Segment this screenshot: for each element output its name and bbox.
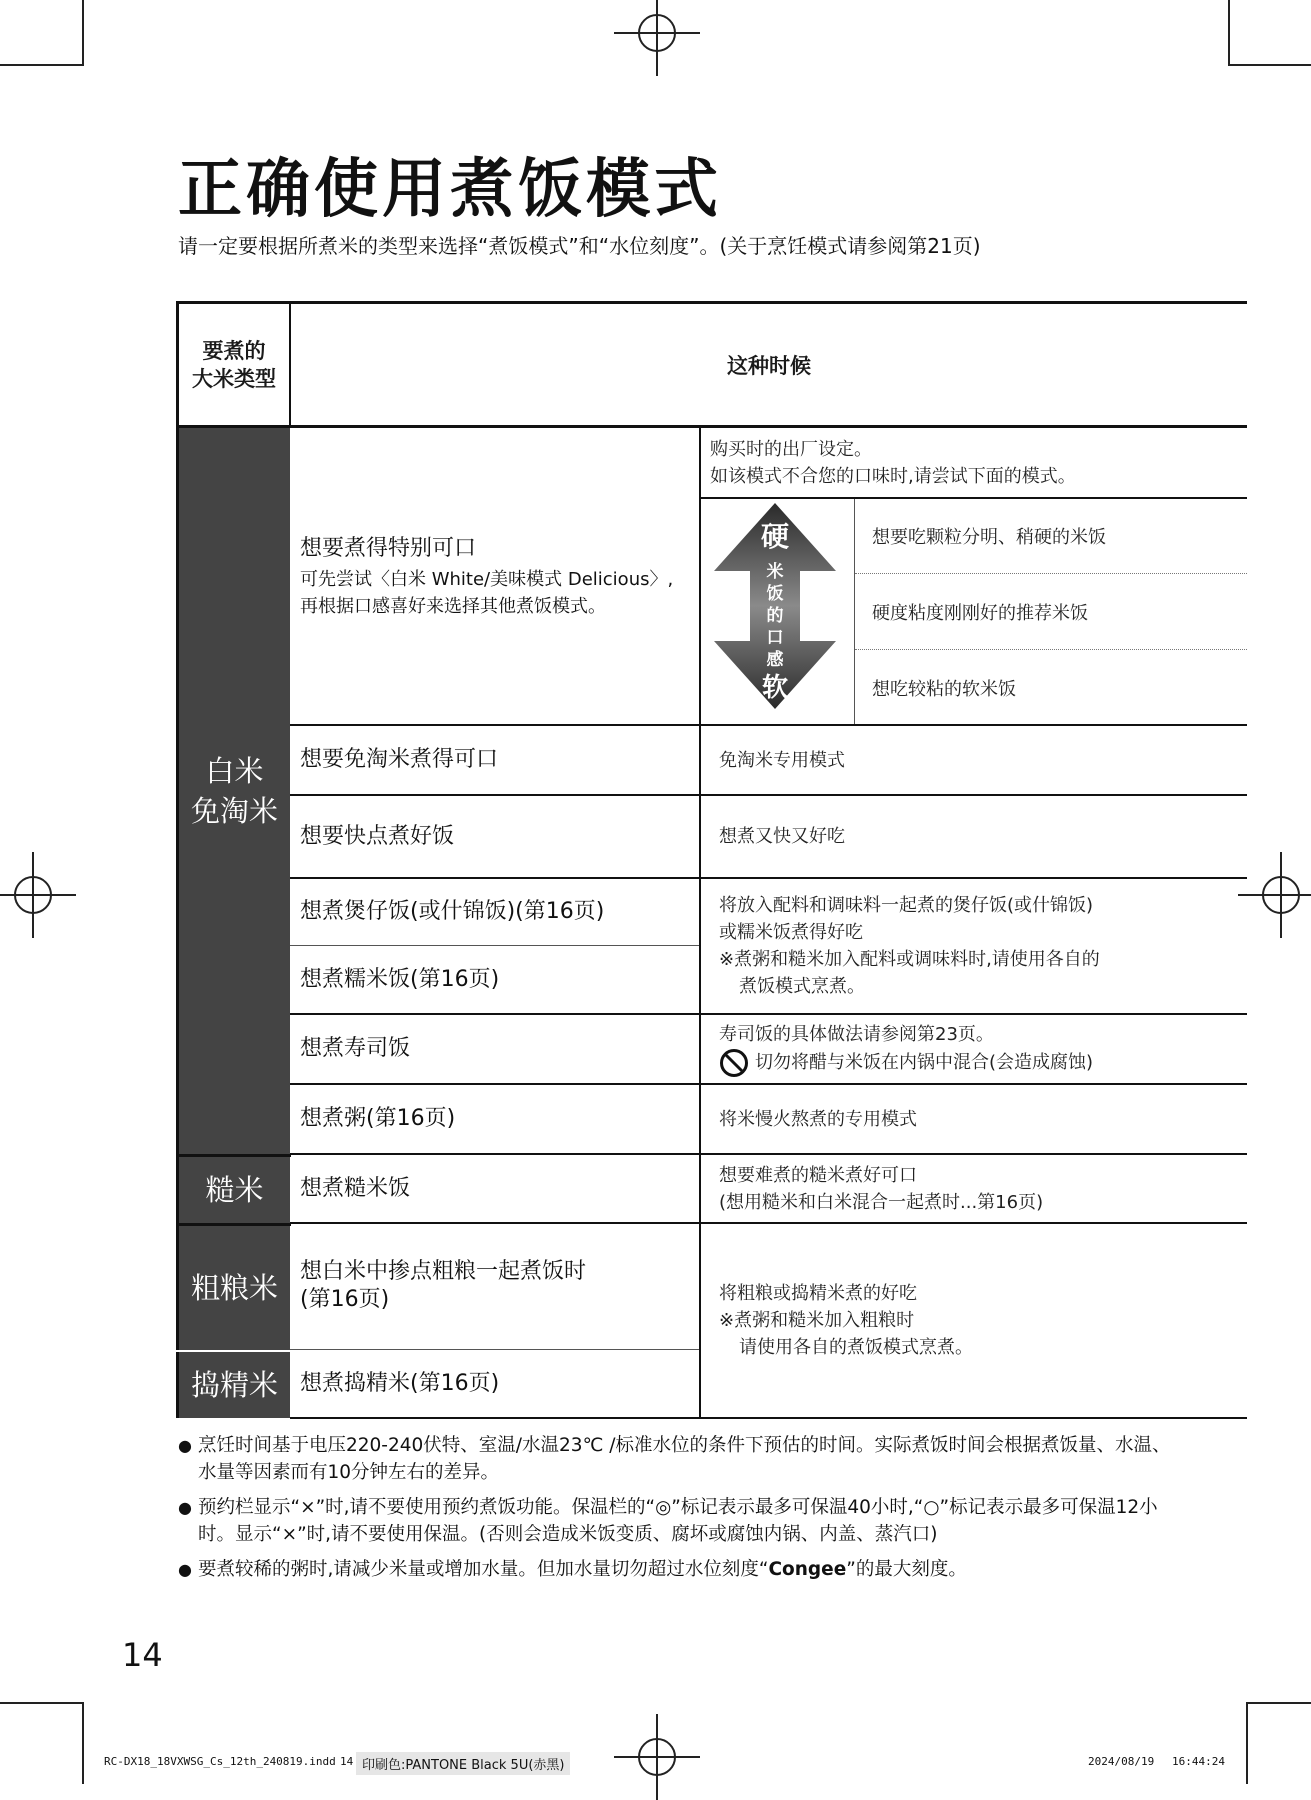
crop-mark [1248,1702,1311,1704]
sushi-warning-text: 切勿将醋与米饭在内锅中混合(会造成腐蚀) [755,1052,1094,1073]
row-delicious-note: 可先尝试〈白米 White/美味模式 Delicious〉, 再根据口感喜好来选择其他煮饭模式。 [300,569,674,617]
row-rule-dotted [855,573,1247,574]
footer-time: 16:44:24 [1172,1755,1225,1768]
category-germ-rice: 捣精米 [179,1352,290,1418]
sushi-desc-line: 寿司饭的具体做法请参阅第23页。 [719,1023,994,1045]
row-glutinous: 想煮糯米饭(第16页) [300,967,500,992]
notes [178,1432,1178,1591]
brown-desc [719,1155,1239,1222]
footer-file: RC-DX18_18VXWSG_Cs_12th_240819.indd [104,1755,336,1768]
row-coarse-title: 想白米中掺点粗粮一起煮饭时 [300,1259,587,1284]
congee-desc: 将米慢火熬煮的专用模式 [719,1108,917,1130]
page-number: 14 [122,1636,163,1674]
header-rice-type-label: 要煮的 大米类型 [192,338,276,391]
note-text: 预约栏显示“×”时,请不要使用预约煮饭功能。保温栏的“◎”标记表示最多可保温40小时,“○”标记表示最多可保温12小时。显示“×”时,请不要使用保温。(否则会造成米饭变质、腐坏或腐蚀内锅、内盖、蒸汽口) [198,1497,1158,1545]
claypot-desc [719,879,1239,1013]
note-text-pre: 要煮较稀的粥时,请减少米量或增加水量。但加水量切勿超过水位刻度“ [198,1559,769,1580]
soft-desc: 想吃较粘的软米饭 [872,678,1016,700]
footer-page: 14 [340,1755,354,1768]
registration-mark-bottom [638,1738,676,1776]
row-delicious [300,535,740,685]
registration-mark-left [14,876,52,914]
row-rule-thin [290,945,699,946]
crop-mark [0,64,82,66]
note-text-post: ”的最大刻度。 [846,1559,967,1580]
note-item [178,1432,1178,1486]
header-when: 这种时候 [727,353,811,378]
crop-mark [1230,64,1311,66]
texture-label: 米饭的口感 [766,562,784,670]
footer-date: 2024/08/19 [1088,1755,1155,1768]
row-brown: 想煮糙米饭 [300,1175,411,1201]
footer-color: 印刷色:PANTONE Black 5U(赤黑) [356,1752,570,1775]
delicious-desc: 购买时的出厂设定。 如该模式不合您的口味时,请尝试下面的模式。 [710,439,1076,487]
note-item [178,1494,1178,1548]
category-white-rice [179,428,290,1154]
crop-mark [82,0,84,66]
page-title: 正确使用煮饭模式 [178,153,722,227]
crop-mark [1228,0,1230,66]
claypot-desc-line: 煮饭模式烹煮。 [739,976,865,997]
header-rice-type [179,304,291,425]
crop-mark [82,1702,84,1784]
row-delicious-title: 想要煮得特别可口 [300,536,477,561]
sushi-warning [719,1048,1239,1078]
claypot-desc-line: 将放入配料和调味料一起煮的煲仔饭(或什锦饭) [719,895,1094,916]
nowash-desc: 免淘米专用模式 [719,749,845,771]
row-germ: 想煮捣精米(第16页) [300,1371,500,1396]
soft-label: 软 [761,673,788,703]
cooking-mode-table [176,301,1247,1418]
row-sushi: 想煮寿司饭 [300,1036,411,1061]
hard-desc: 想要吃颗粒分明、稍硬的米饭 [872,527,1106,548]
note-item [178,1556,1178,1583]
claypot-desc-line: 或糯米饭煮得好吃 [719,922,863,943]
row-rule-thin [290,1349,699,1350]
row-rule [290,1417,1247,1419]
page-subtitle: 请一定要根据所煮米的类型来选择“煮饭模式”和“水位刻度”。(关于烹饪模式请参阅第21页) [178,234,981,258]
congee-label: Congee [768,1559,847,1580]
category-white-rice-label: 白米 免淘米 [190,754,278,828]
brown-desc-line: (想用糙米和白米混合一起煮时...第16页) [719,1191,1044,1213]
sushi-desc [719,1015,1239,1083]
texture-divider [854,497,855,725]
quick-desc: 想煮又快又好吃 [719,826,845,847]
registration-mark-right [1262,876,1300,914]
row-coarse-page: (第16页) [300,1287,390,1312]
coarse-desc-line: 将粗粮或捣精米煮的好吃 [719,1283,917,1304]
bullet: ● [178,1560,192,1579]
coarse-desc [719,1224,1239,1417]
row-congee: 想煮粥(第16页) [300,1106,456,1131]
prohibited-icon [719,1048,749,1078]
note-text: 烹饪时间基于电压220-240伏特、室温/水温23℃ /标准水位的条件下预估的时间。实际煮饭时间会根据煮饭量、水温、水量等因素而有10分钟左右的差异。 [198,1435,1171,1483]
brown-desc-line: 想要难煮的糙米煮好可口 [719,1164,917,1186]
bullet: ● [178,1498,192,1517]
medium-desc: 硬度粘度刚刚好的推荐米饭 [872,603,1088,624]
registration-mark-top [638,14,676,52]
row-coarse [300,1258,740,1348]
header-rule [176,425,1247,428]
row-quick: 想要快点煮好饭 [300,823,455,849]
row-claypot: 想煮煲仔饭(或什锦饭)(第16页) [300,899,605,924]
category-brown-rice: 糙米 [179,1157,290,1223]
note-text [198,1556,967,1583]
category-coarse-grain: 粗粮米 [179,1226,290,1350]
hard-label: 硬 [760,520,789,553]
crop-mark [1246,1702,1248,1784]
claypot-desc-line: ※煮粥和糙米加入配料或调味料时,请使用各自的 [719,949,1100,970]
row-nowash: 想要免淘米煮得可口 [300,747,499,772]
coarse-desc-line: 请使用各自的煮饭模式烹煮。 [739,1337,973,1358]
row-rule-dotted [855,649,1247,650]
coarse-desc-line: ※煮粥和糙米加入粗粮时 [719,1310,915,1331]
crop-mark [0,1702,82,1704]
up-down-arrow-icon [712,501,838,711]
bullet: ● [178,1436,192,1455]
